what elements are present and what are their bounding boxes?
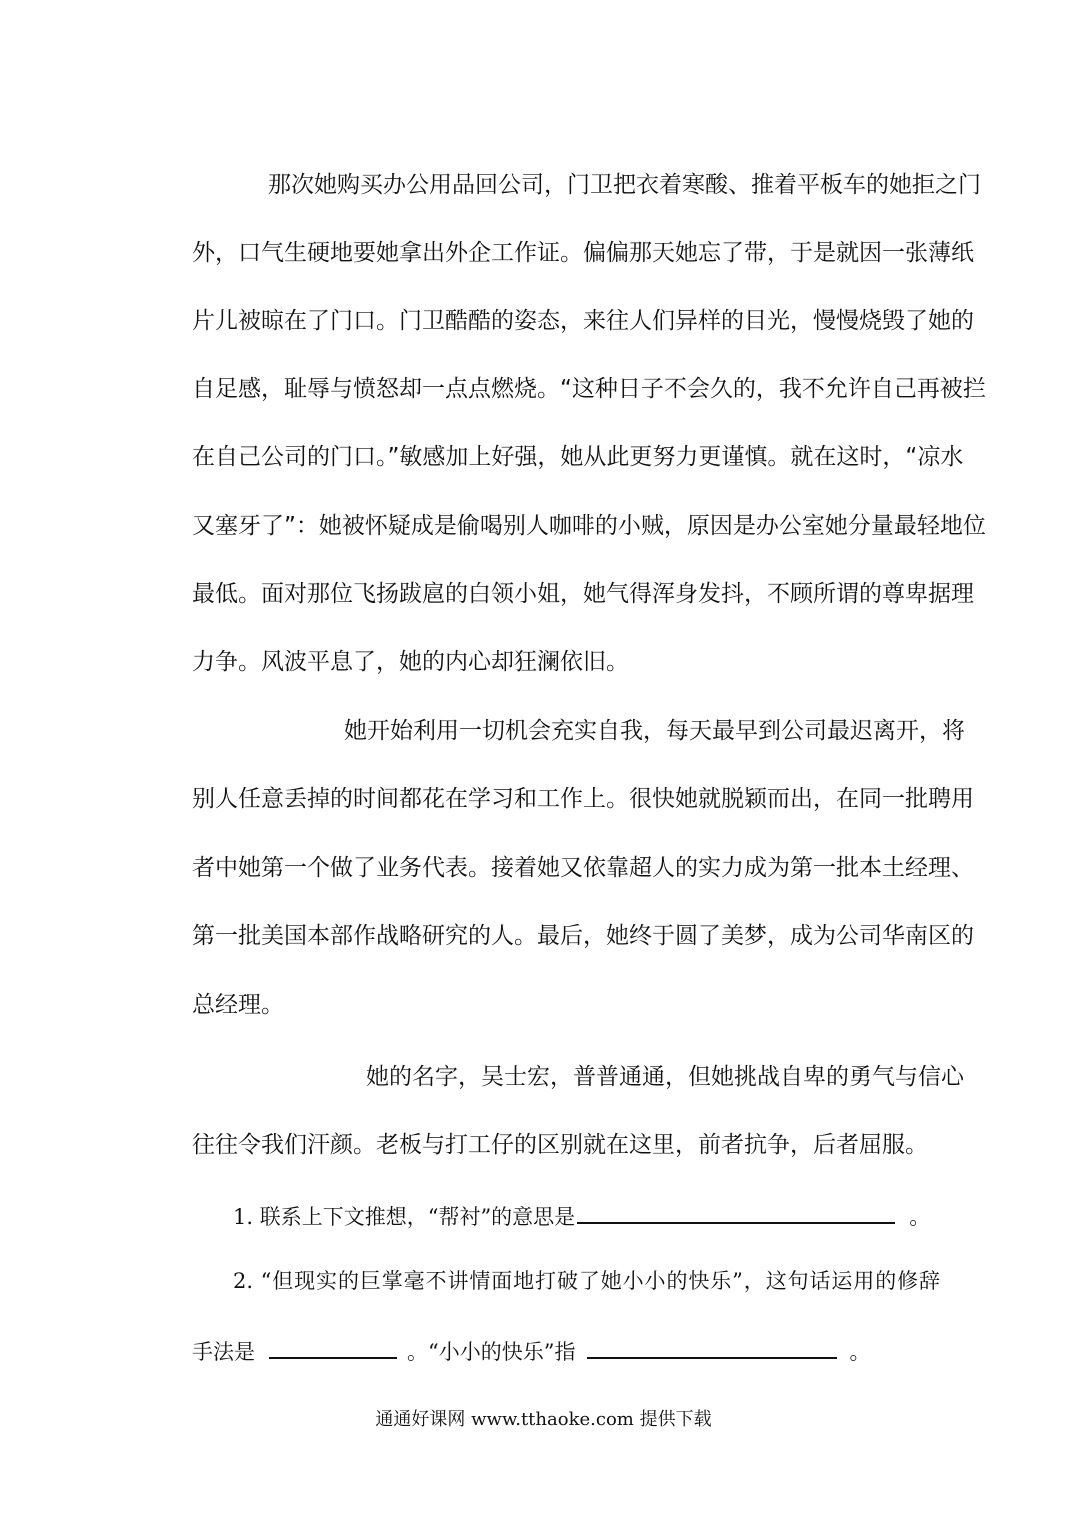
paragraph-line: 在自己公司的门口。”敏感加上好强，她从此更努力更谨慎。就在这时，“凉水	[192, 444, 964, 470]
paragraph-line: 力争。风波平息了，她的内心却狂澜依旧。	[192, 649, 629, 675]
paragraph-line: 者中她第一个做了业务代表。接着她又依靠超人的实力成为第一批本土经理、	[192, 855, 974, 881]
answer-blank-1[interactable]	[577, 1200, 895, 1224]
answer-blank-2[interactable]	[269, 1335, 397, 1359]
question-2-line-2	[192, 1335, 940, 1367]
paragraph-line: 片儿被晾在了门口。门卫酷酷的姿态，来往人们异样的目光，慢慢烧毁了她的	[192, 308, 974, 334]
question-2-end: 。	[849, 1340, 871, 1364]
question-2-line-1: 2. “但现实的巨掌毫不讲情面地打破了她小小的快乐”，这句话运用的修辞	[233, 1269, 940, 1293]
paragraph-line: 她开始利用一切机会充实自我，每天最早到公司最迟离开，将	[344, 718, 965, 744]
paragraph-line: 往往令我们汗颜。老板与打工仔的区别就在这里，前者抗争，后者屈服。	[192, 1132, 928, 1158]
question-2-label: 手法是	[192, 1340, 255, 1364]
paragraph-line: 那次她购买办公用品回公司，门卫把衣着寒酸、推着平板车的她拒之门	[268, 172, 981, 198]
paragraph-line: 最低。面对那位飞扬跋扈的白领小姐，她气得浑身发抖，不顾所谓的尊卑据理	[192, 581, 974, 607]
question-1	[233, 1200, 943, 1232]
paragraph-line: 别人任意丢掉的时间都花在学习和工作上。很快她就脱颖而出，在同一批聘用	[192, 786, 974, 812]
paragraph-line: 第一批美国本部作战略研究的人。最后，她终于圆了美梦，成为公司华南区的	[192, 923, 974, 949]
paragraph-line: 总经理。	[192, 992, 284, 1018]
question-1-text: 1. 联系上下文推想，“帮衬”的意思是	[233, 1205, 576, 1229]
paragraph-line: 又塞牙了”：她被怀疑成是偷喝别人咖啡的小贼，原因是办公室她分量最轻地位	[192, 513, 986, 539]
paragraph-line: 外，口气生硬地要她拿出外企工作证。偏偏那天她忘了带，于是就因一张薄纸	[192, 240, 974, 266]
paragraph-line: 她的名字，吴士宏，普普通通，但她挑战自卑的勇气与信心	[366, 1064, 964, 1090]
answer-blank-3[interactable]	[587, 1335, 837, 1359]
question-1-end: 。	[909, 1205, 931, 1229]
paragraph-line: 自足感，耻辱与愤怒却一点点燃烧。“这种日子不会久的，我不允许自己再被拦	[192, 376, 986, 402]
page-footer: 通通好课网 www.tthaoke.com 提供下载	[375, 1409, 712, 1430]
question-2-middle: 。“小小的快乐”指	[407, 1340, 576, 1364]
